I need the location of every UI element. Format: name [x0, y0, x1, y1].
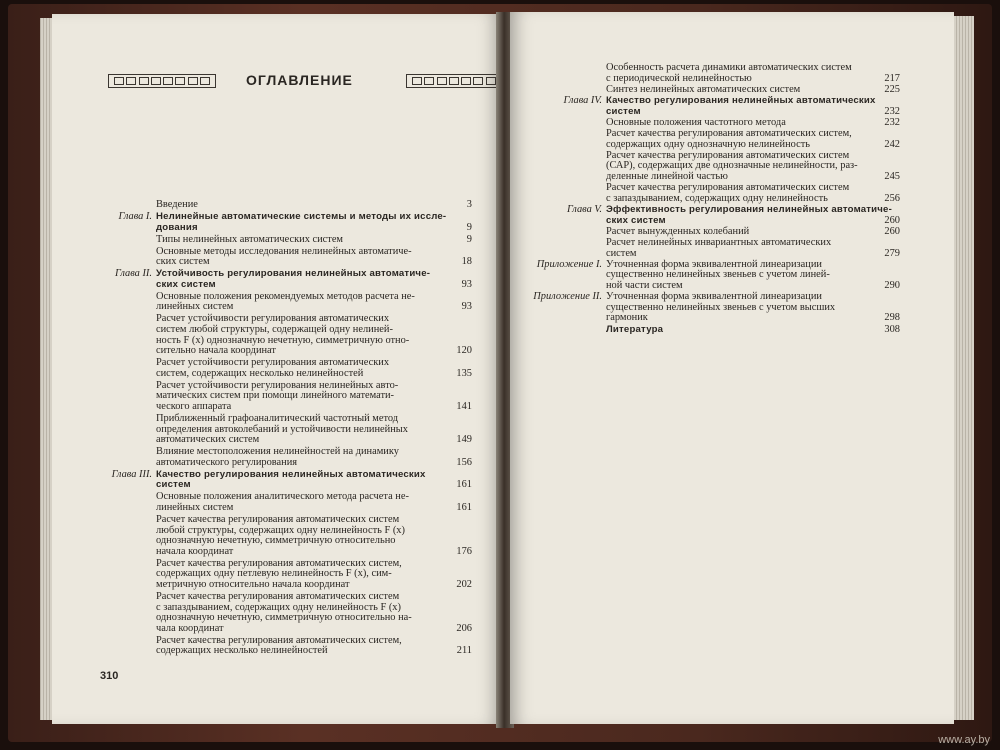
section-title-line: автоматических систем [156, 434, 260, 446]
toc-title: ОГЛАВЛЕНИЕ [246, 72, 353, 88]
page-ref: 9 [466, 233, 472, 245]
section-title-line: Приближенный графоаналитический частотный метод [156, 413, 399, 424]
chapter-title-line: ских систем [156, 278, 216, 290]
section-title-line: гармоник [606, 312, 648, 324]
section-title-line: ной части систем [606, 279, 683, 291]
page-ref: 225 [884, 83, 900, 95]
page-ref: 141 [456, 400, 472, 412]
chapter-title-line: дования [156, 221, 198, 233]
section-title-line: автоматического регулирования [156, 456, 298, 468]
chapter-label: Глава IV. [563, 95, 602, 106]
page-ref: 93 [461, 301, 472, 313]
page-ref: 242 [884, 138, 900, 150]
section-title-line: однозначную нечетную, симметричную относительно [156, 535, 396, 547]
page-ref: 149 [456, 434, 472, 446]
section-title-line: Расчет качества регулирования автоматических систем, [156, 634, 402, 646]
section-title-line: Расчет качества регулирования автоматических систем [606, 149, 850, 161]
section-title-line: Расчет устойчивости регулирования автоматических [156, 313, 390, 325]
chapter-title-line: Качество регулирования нелинейных автоматических [606, 95, 876, 106]
page-ref: 18 [461, 256, 472, 268]
page-number: 310 [100, 670, 119, 682]
section-title-line: Расчет устойчивости регулирования автоматических [156, 357, 390, 369]
right-page [510, 12, 954, 724]
section-title-line: Расчет качества регулирования автоматических систем, [606, 128, 852, 139]
page-ref: 211 [456, 645, 472, 657]
page-ref: 161 [456, 479, 472, 491]
ornament-right [406, 74, 500, 88]
section-title-line: Особенность расчета динамики автоматических систем [606, 62, 852, 73]
section-title-line: с периодической нелинейностью [606, 72, 752, 84]
section-title-line: чала координат [156, 622, 224, 634]
section-title-line: Расчет вынужденных колебаний [606, 225, 750, 237]
section-title-line: Введение [156, 199, 198, 210]
page-ref: 260 [884, 214, 900, 226]
section-title-line: Типы нелинейных автоматических систем [156, 233, 344, 245]
toc-heading [108, 70, 468, 92]
chapter-label: Приложение II. [533, 291, 602, 303]
section-title-line: метричную относительно начала координат [156, 578, 350, 590]
page-ref: 308 [884, 323, 900, 335]
section-title-line: ность F (x) однозначную нечетную, симметричную отно- [156, 334, 410, 346]
section-title-line: сительно начала координат [156, 345, 276, 357]
section-title-line: Основные положения частотного метода [606, 116, 786, 128]
chapter-title-line: Устойчивость регулирования нелинейных автоматиче- [156, 268, 431, 280]
section-title-line: линейных систем [156, 501, 234, 513]
section-title-line: с запаздыванием, содержащих одну нелинейность [606, 192, 828, 204]
page-ref: 156 [456, 456, 472, 468]
section-title-line: Уточненная форма эквивалентной линеаризации [606, 258, 822, 270]
section-title-line: однозначную нечетную, симметричную относительно на- [156, 612, 412, 624]
chapter-title-line: Качество регулирования нелинейных автоматических [156, 468, 426, 480]
section-title-line: Расчет качества регулирования автоматических систем, [156, 557, 402, 569]
section-title-line: содержащих несколько нелинейностей [156, 645, 328, 657]
page-ref: 206 [456, 622, 472, 634]
section-title-line: Уточненная форма эквивалентной линеаризации [606, 291, 822, 303]
chapter-title-line: Эффективность регулирования нелинейных автоматиче- [606, 204, 892, 215]
section-title-line: Основные положения рекомендуемых методов расчета не- [156, 290, 415, 302]
section-title-line: содержащих одну петлевую нелинейность F (x), сим- [156, 568, 392, 580]
page-ref: 120 [456, 345, 472, 357]
chapter-label: Глава III. [111, 468, 152, 480]
chapter-title-line: систем [156, 479, 191, 491]
page-ref: 161 [456, 501, 472, 513]
page-ref: 9 [466, 221, 472, 233]
section-title-line: с запаздыванием, содержащих одну нелинейность F (x) [156, 601, 401, 613]
section-title-line: деленные линейной частью [606, 170, 728, 182]
page-ref: 279 [884, 247, 900, 259]
chapter-title-line: ских систем [606, 214, 666, 226]
section-title-line: определения автоколебаний и устойчивости нелинейных [156, 423, 408, 435]
section-title-line: матических систем при помощи линейного математи- [156, 390, 395, 402]
section-title-line: Влияние местоположения нелинейностей на динамику [156, 446, 399, 458]
section-title-line: Основные положения аналитического метода расчета не- [156, 491, 409, 503]
page-ref: 93 [461, 278, 472, 290]
chapter-title-line: Нелинейные автоматические системы и методы их иссле- [156, 211, 447, 222]
right-page-edges [954, 16, 974, 720]
section-title-line: линейных систем [156, 301, 234, 313]
chapter-label: Глава V. [566, 204, 602, 215]
chapter-label: Приложение I. [536, 258, 602, 270]
section-title-line: существенно нелинейных звеньев с учетом высших [606, 301, 836, 313]
chapter-title-line: Литература [606, 323, 664, 335]
page-ref: 245 [884, 170, 900, 182]
section-title-line: систем, содержащих несколько нелинейностей [156, 367, 364, 379]
section-title-line: Расчет качества регулирования автоматических систем [156, 591, 400, 602]
page-ref: 217 [884, 72, 900, 84]
page-ref: 298 [884, 312, 900, 324]
chapter-label: Глава II. [115, 268, 152, 280]
section-title-line: Расчет качества регулирования автоматических систем [156, 514, 400, 525]
section-title-line: систем [606, 247, 637, 259]
watermark: www.ay.by [938, 734, 990, 746]
page-ref: 3 [466, 199, 472, 210]
page-ref: 232 [884, 116, 900, 128]
section-title-line: Расчет качества регулирования автоматических систем [606, 182, 850, 194]
section-title-line: Расчет устойчивости регулирования нелинейных авто- [156, 379, 399, 391]
page-ref: 202 [456, 578, 472, 590]
section-title-line: Расчет нелинейных инвариантных автоматических [606, 237, 832, 248]
section-title-line: Синтез нелинейных автоматических систем [606, 83, 801, 95]
chapter-title-line: систем [606, 105, 641, 117]
page-ref: 232 [884, 105, 900, 117]
page-ref: 135 [456, 367, 472, 379]
section-title-line: любой структуры, содержащих одну нелинейность F (x) [156, 524, 405, 536]
chapter-label: Глава I. [118, 211, 152, 222]
page-ref: 290 [884, 279, 900, 291]
section-title-line: (САР), содержащих две однозначные нелинейности, раз- [606, 160, 858, 172]
left-page [52, 14, 500, 724]
page-ref: 256 [884, 192, 900, 204]
section-title-line: систем любой структуры, содержащей одну нелиней- [156, 323, 393, 335]
page-ref: 176 [456, 545, 472, 557]
section-title-line: ческого аппарата [156, 400, 232, 412]
section-title-line: содержащих одну однозначную нелинейность [606, 138, 810, 150]
section-title-line: начала координат [156, 545, 234, 557]
ornament-left [108, 74, 216, 88]
section-title-line: существенно нелинейных звеньев с учетом линей- [606, 269, 830, 281]
section-title-line: ских систем [156, 256, 210, 268]
page-ref: 260 [884, 225, 900, 237]
section-title-line: Основные методы исследования нелинейных автоматиче- [156, 245, 412, 257]
